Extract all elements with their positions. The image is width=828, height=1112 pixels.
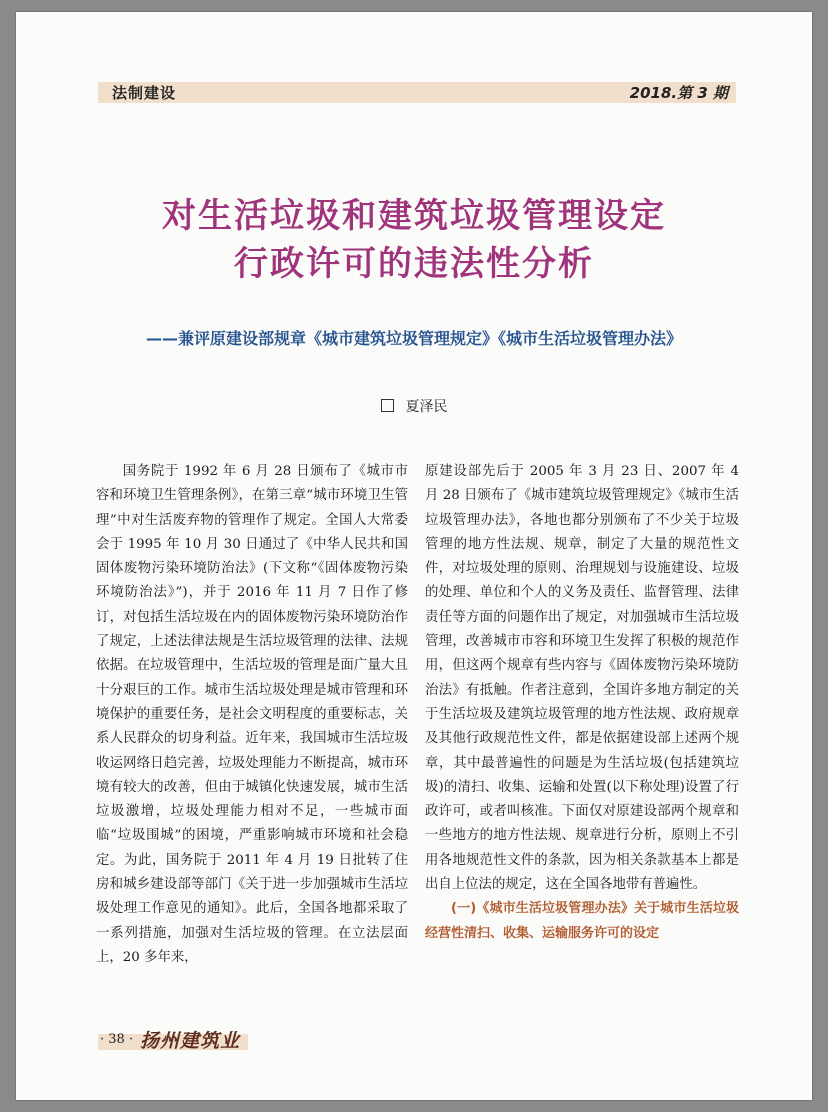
author-name: 夏泽民 <box>405 399 448 415</box>
article-subtitle: ——兼评原建设部规章《城市建筑垃圾管理规定》《城市生活垃圾管理办法》 <box>145 329 682 348</box>
left-column <box>96 460 408 970</box>
journal-name: 扬州建筑业 <box>140 1030 241 1052</box>
document-page <box>16 12 812 1100</box>
article-title-line-1: 对生活垃圾和建筑垃圾管理设定 <box>162 196 666 236</box>
body-paragraph: 原建设部先后于 2005 年 3 月 23 日、2007 年 4 月 28 日颁布了《城市建筑垃圾管理规定》《城市生活垃圾管理办法》，各地也都分别颁布了不少关于垃圾管理的地方性法规、规章，制定了大量的规范性文件，对垃圾处理的原则、治理规划与设施建设、垃圾的处理、单位和个人的义务及责任、监督管理、法律责任等方面的问题作出了规定，对加强城市生活垃圾管理，改善城市市容和环境卫生发挥了积极的规范作用，但这两个规章有些内容与《固体废物污染环境防治法》有抵触。作者注意到，全国许多地方制定的关于生活垃圾及建筑垃圾管理的地方性法规、政府规章及其他行政规范性文件，都是依据建设部上述两个规章，其中最普遍性的问题是为生活垃圾(包括建筑垃圾)的清扫、收集、运输和处置(以下称处理)设置了行政许可，或者叫核准。下面仅对原建设部两个规章和一些地方的地方性法规、规章进行分析，原则上不引用各地规范性文件的条款，因为相关条款基本上都是出自上位法的规定，这在全国各地带有普遍性。 <box>425 464 739 893</box>
section-label: 法制建设 <box>112 84 177 102</box>
page-number: · 38 · <box>100 1032 134 1047</box>
section-heading: (一)《城市生活垃圾管理办法》关于城市生活垃圾经营性清扫、收集、运输服务许可的设定 <box>425 901 739 941</box>
article-title-line-2: 行政许可的违法性分析 <box>234 244 594 284</box>
author-box-icon <box>381 399 394 412</box>
body-paragraph: 国务院于 1992 年 6 月 28 日颁布了《城市市容和环境卫生管理条例》，在第三章“城市环境卫生管理”中对生活废弃物的管理作了规定。全国人大常委会于 1995 年 10 月 30 日通过了《中华人民共和国固体废物污染环境防治法》(下文称“《固体废物污染环境防治法》”)，并于 2016 年 11 月 7 日作了修订，对包括生活垃圾在内的固体废物污染环境防治作了规定，上述法律法规是生活垃圾管理的法律、法规依据。在垃圾管理中，生活垃圾的管理是面广量大且十分艰巨的工作。城市生活垃圾处理是城市管理和环境保护的重要任务，是社会文明程度的重要标志，关系人民群众的切身利益。近年来，我国城市生活垃圾收运网络日趋完善，垃圾处理能力不断提高，城市环境有较大的改善，但由于城镇化快速发展，城市生活垃圾激增，垃圾处理能力相对不足，一些城市面临“垃圾围城”的困境，严重影响城市环境和社会稳定。为此，国务院于 2011 年 4 月 19 日批转了住房和城乡建设部等部门《关于进一步加强城市生活垃圾处理工作意见的通知》。此后，全国各地都采取了一系列措施，加强对生活垃圾的管理。在立法层面上，20 多年来， <box>96 464 408 965</box>
right-column <box>425 460 739 946</box>
issue-label: 2018.第 3 期 <box>629 84 728 102</box>
author-line <box>16 396 812 416</box>
